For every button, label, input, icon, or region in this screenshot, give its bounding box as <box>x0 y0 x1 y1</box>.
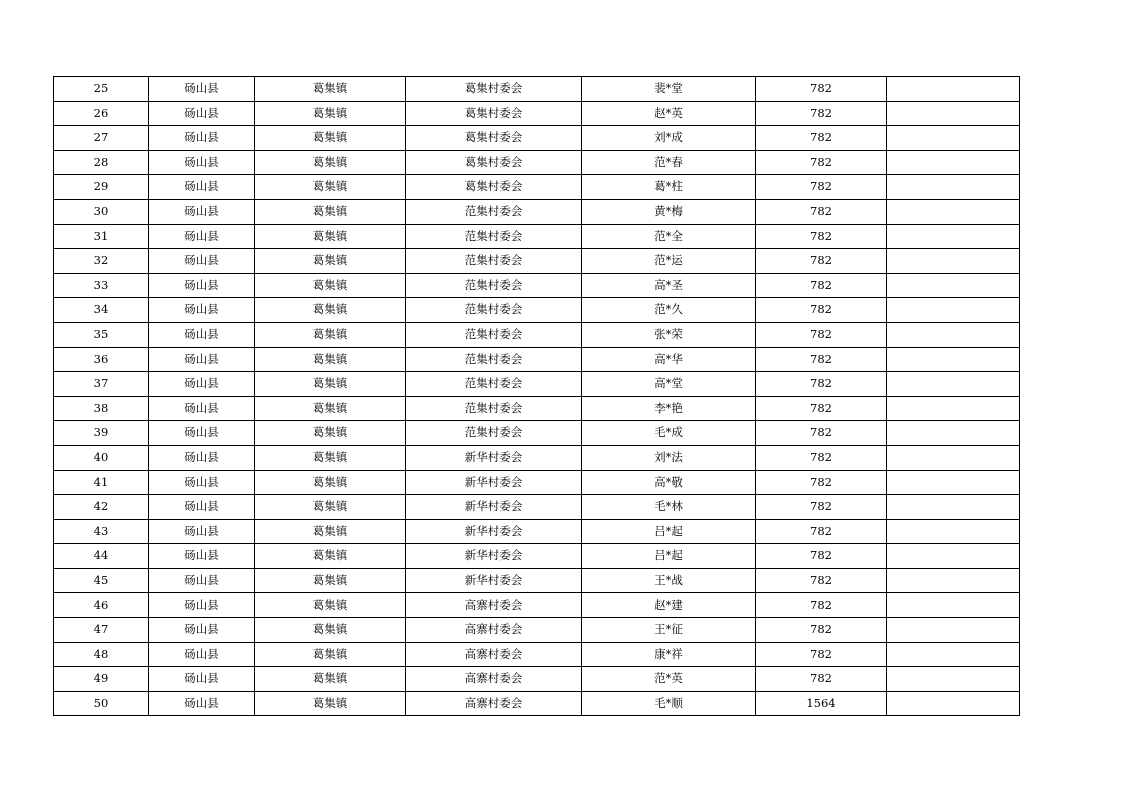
row-number-cell: 34 <box>54 298 149 323</box>
remark-cell <box>887 150 1020 175</box>
name-cell: 李*艳 <box>582 396 756 421</box>
amount-cell: 782 <box>756 224 887 249</box>
name-cell: 裴*堂 <box>582 77 756 102</box>
row-number-cell: 35 <box>54 322 149 347</box>
remark-cell <box>887 691 1020 716</box>
village-committee-cell: 高寨村委会 <box>406 691 582 716</box>
county-cell: 砀山县 <box>149 273 255 298</box>
village-committee-cell: 高寨村委会 <box>406 642 582 667</box>
town-cell: 葛集镇 <box>255 347 406 372</box>
amount-cell: 782 <box>756 126 887 151</box>
row-number-cell: 49 <box>54 667 149 692</box>
county-cell: 砀山县 <box>149 421 255 446</box>
village-committee-cell: 新华村委会 <box>406 495 582 520</box>
remark-cell <box>887 372 1020 397</box>
amount-cell: 782 <box>756 249 887 274</box>
name-cell: 高*堂 <box>582 372 756 397</box>
town-cell: 葛集镇 <box>255 470 406 495</box>
table-row <box>54 642 1020 667</box>
amount-cell: 782 <box>756 667 887 692</box>
town-cell: 葛集镇 <box>255 642 406 667</box>
table-row <box>54 249 1020 274</box>
village-committee-cell: 范集村委会 <box>406 224 582 249</box>
remark-cell <box>887 249 1020 274</box>
remark-cell <box>887 568 1020 593</box>
table-body <box>54 77 1020 716</box>
village-committee-cell: 高寨村委会 <box>406 618 582 643</box>
table-row <box>54 593 1020 618</box>
remark-cell <box>887 544 1020 569</box>
name-cell: 吕*起 <box>582 519 756 544</box>
county-cell: 砀山县 <box>149 322 255 347</box>
row-number-cell: 26 <box>54 101 149 126</box>
row-number-cell: 44 <box>54 544 149 569</box>
village-committee-cell: 范集村委会 <box>406 273 582 298</box>
table-row <box>54 175 1020 200</box>
row-number-cell: 47 <box>54 618 149 643</box>
remark-cell <box>887 642 1020 667</box>
table-row <box>54 322 1020 347</box>
county-cell: 砀山县 <box>149 347 255 372</box>
row-number-cell: 41 <box>54 470 149 495</box>
amount-cell: 782 <box>756 77 887 102</box>
amount-cell: 782 <box>756 298 887 323</box>
town-cell: 葛集镇 <box>255 126 406 151</box>
county-cell: 砀山县 <box>149 445 255 470</box>
remark-cell <box>887 175 1020 200</box>
row-number-cell: 50 <box>54 691 149 716</box>
county-cell: 砀山县 <box>149 199 255 224</box>
county-cell: 砀山县 <box>149 249 255 274</box>
row-number-cell: 36 <box>54 347 149 372</box>
village-committee-cell: 葛集村委会 <box>406 175 582 200</box>
table-row <box>54 101 1020 126</box>
village-committee-cell: 范集村委会 <box>406 249 582 274</box>
county-cell: 砀山县 <box>149 519 255 544</box>
remark-cell <box>887 593 1020 618</box>
row-number-cell: 40 <box>54 445 149 470</box>
row-number-cell: 28 <box>54 150 149 175</box>
amount-cell: 782 <box>756 421 887 446</box>
remark-cell <box>887 667 1020 692</box>
amount-cell: 782 <box>756 519 887 544</box>
name-cell: 赵*建 <box>582 593 756 618</box>
county-cell: 砀山县 <box>149 77 255 102</box>
amount-cell: 782 <box>756 347 887 372</box>
name-cell: 吕*起 <box>582 544 756 569</box>
table-row <box>54 347 1020 372</box>
town-cell: 葛集镇 <box>255 298 406 323</box>
village-committee-cell: 范集村委会 <box>406 421 582 446</box>
table-row <box>54 445 1020 470</box>
table-row <box>54 421 1020 446</box>
row-number-cell: 30 <box>54 199 149 224</box>
county-cell: 砀山县 <box>149 544 255 569</box>
name-cell: 毛*成 <box>582 421 756 446</box>
table-row <box>54 199 1020 224</box>
county-cell: 砀山县 <box>149 224 255 249</box>
village-committee-cell: 新华村委会 <box>406 544 582 569</box>
village-committee-cell: 范集村委会 <box>406 199 582 224</box>
remark-cell <box>887 322 1020 347</box>
table-row <box>54 495 1020 520</box>
county-cell: 砀山县 <box>149 593 255 618</box>
amount-cell: 782 <box>756 372 887 397</box>
amount-cell: 782 <box>756 199 887 224</box>
remark-cell <box>887 519 1020 544</box>
village-committee-cell: 新华村委会 <box>406 445 582 470</box>
county-cell: 砀山县 <box>149 175 255 200</box>
village-committee-cell: 新华村委会 <box>406 519 582 544</box>
row-number-cell: 32 <box>54 249 149 274</box>
county-cell: 砀山县 <box>149 691 255 716</box>
data-table <box>53 76 1020 716</box>
name-cell: 王*征 <box>582 618 756 643</box>
table-row <box>54 150 1020 175</box>
county-cell: 砀山县 <box>149 470 255 495</box>
amount-cell: 1564 <box>756 691 887 716</box>
name-cell: 康*祥 <box>582 642 756 667</box>
town-cell: 葛集镇 <box>255 77 406 102</box>
village-committee-cell: 新华村委会 <box>406 568 582 593</box>
village-committee-cell: 葛集村委会 <box>406 77 582 102</box>
row-number-cell: 42 <box>54 495 149 520</box>
row-number-cell: 33 <box>54 273 149 298</box>
row-number-cell: 27 <box>54 126 149 151</box>
town-cell: 葛集镇 <box>255 691 406 716</box>
town-cell: 葛集镇 <box>255 372 406 397</box>
row-number-cell: 31 <box>54 224 149 249</box>
row-number-cell: 48 <box>54 642 149 667</box>
county-cell: 砀山县 <box>149 372 255 397</box>
village-committee-cell: 高寨村委会 <box>406 593 582 618</box>
table-row <box>54 298 1020 323</box>
county-cell: 砀山县 <box>149 150 255 175</box>
amount-cell: 782 <box>756 470 887 495</box>
name-cell: 王*战 <box>582 568 756 593</box>
row-number-cell: 46 <box>54 593 149 618</box>
amount-cell: 782 <box>756 544 887 569</box>
village-committee-cell: 葛集村委会 <box>406 126 582 151</box>
name-cell: 范*久 <box>582 298 756 323</box>
town-cell: 葛集镇 <box>255 618 406 643</box>
county-cell: 砀山县 <box>149 568 255 593</box>
name-cell: 范*运 <box>582 249 756 274</box>
amount-cell: 782 <box>756 175 887 200</box>
town-cell: 葛集镇 <box>255 544 406 569</box>
county-cell: 砀山县 <box>149 642 255 667</box>
name-cell: 高*华 <box>582 347 756 372</box>
village-committee-cell: 高寨村委会 <box>406 667 582 692</box>
name-cell: 刘*成 <box>582 126 756 151</box>
table-row <box>54 519 1020 544</box>
name-cell: 刘*法 <box>582 445 756 470</box>
remark-cell <box>887 421 1020 446</box>
amount-cell: 782 <box>756 322 887 347</box>
row-number-cell: 38 <box>54 396 149 421</box>
town-cell: 葛集镇 <box>255 101 406 126</box>
remark-cell <box>887 495 1020 520</box>
name-cell: 毛*林 <box>582 495 756 520</box>
row-number-cell: 43 <box>54 519 149 544</box>
village-committee-cell: 范集村委会 <box>406 396 582 421</box>
name-cell: 范*春 <box>582 150 756 175</box>
remark-cell <box>887 470 1020 495</box>
town-cell: 葛集镇 <box>255 667 406 692</box>
county-cell: 砀山县 <box>149 618 255 643</box>
name-cell: 黄*梅 <box>582 199 756 224</box>
town-cell: 葛集镇 <box>255 421 406 446</box>
remark-cell <box>887 445 1020 470</box>
village-committee-cell: 范集村委会 <box>406 372 582 397</box>
amount-cell: 782 <box>756 273 887 298</box>
county-cell: 砀山县 <box>149 298 255 323</box>
remark-cell <box>887 273 1020 298</box>
table-row <box>54 667 1020 692</box>
town-cell: 葛集镇 <box>255 199 406 224</box>
table-row <box>54 126 1020 151</box>
table-row <box>54 568 1020 593</box>
remark-cell <box>887 126 1020 151</box>
county-cell: 砀山县 <box>149 101 255 126</box>
table-row <box>54 273 1020 298</box>
remark-cell <box>887 396 1020 421</box>
village-committee-cell: 范集村委会 <box>406 298 582 323</box>
name-cell: 高*圣 <box>582 273 756 298</box>
table-row <box>54 77 1020 102</box>
amount-cell: 782 <box>756 593 887 618</box>
name-cell: 范*英 <box>582 667 756 692</box>
county-cell: 砀山县 <box>149 396 255 421</box>
town-cell: 葛集镇 <box>255 224 406 249</box>
amount-cell: 782 <box>756 150 887 175</box>
name-cell: 张*荣 <box>582 322 756 347</box>
village-committee-cell: 葛集村委会 <box>406 150 582 175</box>
row-number-cell: 37 <box>54 372 149 397</box>
table-row <box>54 618 1020 643</box>
town-cell: 葛集镇 <box>255 568 406 593</box>
amount-cell: 782 <box>756 396 887 421</box>
county-cell: 砀山县 <box>149 495 255 520</box>
row-number-cell: 45 <box>54 568 149 593</box>
name-cell: 毛*顺 <box>582 691 756 716</box>
county-cell: 砀山县 <box>149 667 255 692</box>
town-cell: 葛集镇 <box>255 249 406 274</box>
town-cell: 葛集镇 <box>255 175 406 200</box>
county-cell: 砀山县 <box>149 126 255 151</box>
remark-cell <box>887 298 1020 323</box>
village-committee-cell: 范集村委会 <box>406 347 582 372</box>
remark-cell <box>887 101 1020 126</box>
town-cell: 葛集镇 <box>255 495 406 520</box>
town-cell: 葛集镇 <box>255 519 406 544</box>
amount-cell: 782 <box>756 495 887 520</box>
table-row <box>54 224 1020 249</box>
amount-cell: 782 <box>756 445 887 470</box>
row-number-cell: 39 <box>54 421 149 446</box>
remark-cell <box>887 347 1020 372</box>
remark-cell <box>887 199 1020 224</box>
table-row <box>54 470 1020 495</box>
name-cell: 赵*英 <box>582 101 756 126</box>
table-row <box>54 396 1020 421</box>
village-committee-cell: 葛集村委会 <box>406 101 582 126</box>
village-committee-cell: 新华村委会 <box>406 470 582 495</box>
town-cell: 葛集镇 <box>255 396 406 421</box>
town-cell: 葛集镇 <box>255 322 406 347</box>
town-cell: 葛集镇 <box>255 150 406 175</box>
name-cell: 范*全 <box>582 224 756 249</box>
town-cell: 葛集镇 <box>255 593 406 618</box>
remark-cell <box>887 77 1020 102</box>
amount-cell: 782 <box>756 618 887 643</box>
name-cell: 高*敬 <box>582 470 756 495</box>
row-number-cell: 25 <box>54 77 149 102</box>
table-row <box>54 691 1020 716</box>
remark-cell <box>887 618 1020 643</box>
remark-cell <box>887 224 1020 249</box>
table-row <box>54 372 1020 397</box>
amount-cell: 782 <box>756 101 887 126</box>
row-number-cell: 29 <box>54 175 149 200</box>
amount-cell: 782 <box>756 642 887 667</box>
town-cell: 葛集镇 <box>255 445 406 470</box>
table-row <box>54 544 1020 569</box>
name-cell: 葛*柱 <box>582 175 756 200</box>
town-cell: 葛集镇 <box>255 273 406 298</box>
amount-cell: 782 <box>756 568 887 593</box>
village-committee-cell: 范集村委会 <box>406 322 582 347</box>
